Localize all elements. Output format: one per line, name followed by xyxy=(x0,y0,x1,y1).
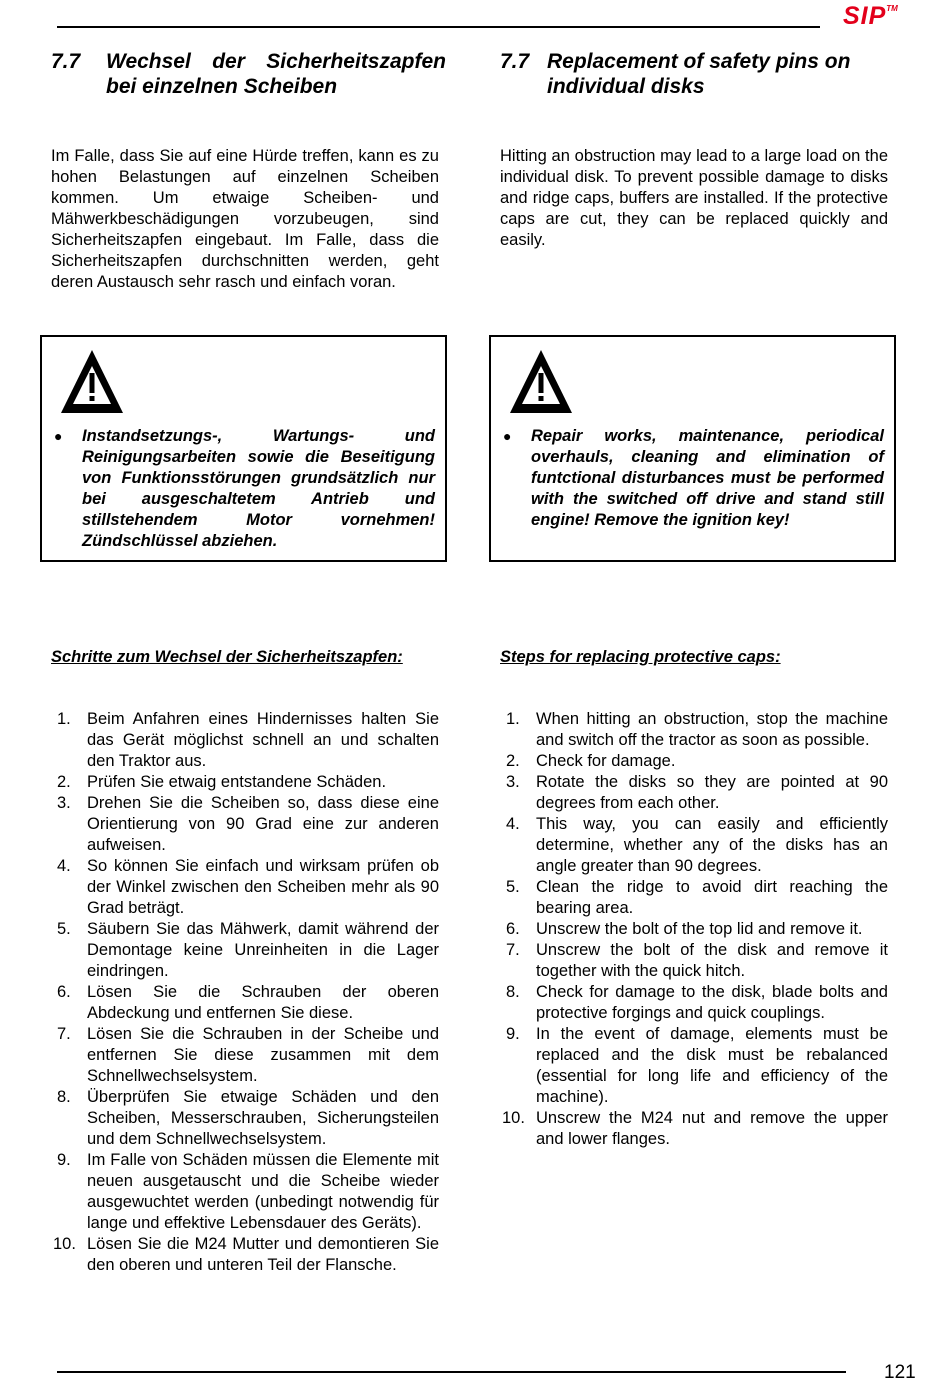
step-text: Unscrew the bolt of the top lid and remove it. xyxy=(536,920,863,938)
step-number: 4. xyxy=(57,857,71,875)
step-number: 1. xyxy=(506,710,520,728)
step-item xyxy=(500,751,888,772)
warning-text: Repair works, maintenance, periodical overhauls, cleaning and elimination of funtctional disturbances must be performed with the switched off drive and stand still engine! Remove the ignition key! xyxy=(531,427,884,529)
step-number: 3. xyxy=(506,773,520,791)
intro-paragraph: Im Falle, dass Sie auf eine Hürde treffen, kann es zu hohen Belastungen auf einzelnen Scheiben kommen. Um etwaige Scheiben- und Mähwerkbeschädigungen vorzubeugen, sind Sicherheitszapfen eingebaut. Im Falle, dass die Sicherheitszapfen durchschnitten werden, geht deren Austausch sehr rasch und einfach voran. xyxy=(51,147,439,291)
step-text: Check for damage. xyxy=(536,752,676,770)
warning-box xyxy=(489,335,896,562)
step-number: 2. xyxy=(506,752,520,770)
header-rule xyxy=(57,26,820,28)
step-number: 6. xyxy=(506,920,520,938)
step-item xyxy=(51,772,439,793)
step-text: When hitting an obstruction, stop the machine and switch off the tractor as soon as possible. xyxy=(536,710,888,749)
step-number: 2. xyxy=(57,773,71,791)
step-text: Check for damage to the disk, blade bolts and protective forgings and quick couplings. xyxy=(536,983,888,1022)
step-number: 3. xyxy=(57,794,71,812)
step-item xyxy=(51,1150,439,1234)
step-number: 4. xyxy=(506,815,520,833)
step-number: 8. xyxy=(506,983,520,1001)
step-text: So können Sie einfach und wirksam prüfen ob der Winkel zwischen den Scheiben mehr als 90 Grad beträgt. xyxy=(87,857,439,917)
step-item xyxy=(51,982,439,1024)
bullet-icon: ● xyxy=(54,428,63,444)
warning-box xyxy=(40,335,447,562)
step-item xyxy=(500,1108,888,1150)
step-text: Clean the ridge to avoid dirt reaching the bearing area. xyxy=(536,878,888,917)
page-number: 121 xyxy=(884,1362,916,1383)
step-number: 5. xyxy=(57,920,71,938)
step-text: Unscrew the M24 nut and remove the upper and lower flanges. xyxy=(536,1109,888,1148)
section-number: 7.7 xyxy=(500,50,530,73)
steps-heading: Schritte zum Wechsel der Sicherheitszapfen: xyxy=(51,648,403,666)
footer-rule xyxy=(57,1371,846,1373)
step-item xyxy=(500,877,888,919)
step-number: 8. xyxy=(57,1088,71,1106)
step-item xyxy=(500,940,888,982)
step-item xyxy=(51,856,439,919)
step-text: This way, you can easily and efficiently determine, whether any of the disks has an angle greater than 90 degrees. xyxy=(536,815,888,875)
step-number: 1. xyxy=(57,710,71,728)
intro-paragraph: Hitting an obstruction may lead to a large load on the individual disk. To prevent possible damage to disks and ridge caps, buffers are installed. If the protective caps are cut, they can be replaced quickly and easily. xyxy=(500,147,888,249)
step-text: Unscrew the bolt of the disk and remove it together with the quick hitch. xyxy=(536,941,888,980)
step-item xyxy=(51,709,439,772)
step-item xyxy=(51,1024,439,1087)
step-text: Drehen Sie die Scheiben so, dass diese eine Orientierung von 90 Grad eine zur anderen aufweisen. xyxy=(87,794,439,854)
warning-text: Instandsetzungs-, Wartungs- und Reinigungsarbeiten sowie die Beseitigung von Funktionsstörungen grundsätzlich nur bei ausgeschaltetem Antrieb und stillstehendem Motor vornehmen! Zündschlüssel abziehen. xyxy=(82,427,435,550)
step-text: Lösen Sie die Schrauben in der Scheibe und entfernen Sie diese zusammen mit dem Schnellwechselsystem. xyxy=(87,1025,439,1085)
step-number: 9. xyxy=(506,1025,520,1043)
section-number: 7.7 xyxy=(51,50,81,73)
step-number: 10. xyxy=(502,1109,525,1127)
step-item xyxy=(500,982,888,1024)
step-item xyxy=(51,793,439,856)
steps-list xyxy=(51,709,439,1276)
bullet-icon: ● xyxy=(503,428,512,444)
step-item xyxy=(500,1024,888,1108)
step-text: Säubern Sie das Mähwerk, damit während der Demontage keine Unreinheiten in die Lager eindringen. xyxy=(87,920,439,980)
steps-list xyxy=(500,709,888,1150)
step-item xyxy=(500,772,888,814)
step-item xyxy=(51,1087,439,1150)
step-item xyxy=(51,1234,439,1276)
step-number: 9. xyxy=(57,1151,71,1169)
step-item xyxy=(500,919,888,940)
steps-heading: Steps for replacing protective caps: xyxy=(500,648,781,666)
section-title: Replacement of safety pins on individual disks xyxy=(547,50,851,98)
step-text: Rotate the disks so they are pointed at 90 degrees from each other. xyxy=(536,773,888,812)
step-number: 6. xyxy=(57,983,71,1001)
warning-triangle-icon xyxy=(59,347,125,415)
step-item xyxy=(51,919,439,982)
step-number: 7. xyxy=(506,941,520,959)
section-title: Wechsel der Sicherheitszapfen bei einzelnen Scheiben xyxy=(106,50,446,98)
step-number: 10. xyxy=(53,1235,76,1253)
step-text: In the event of damage, elements must be replaced and the disk must be rebalanced (essential for long life and efficiency of the machine). xyxy=(536,1025,888,1106)
step-item xyxy=(500,709,888,751)
step-text: Beim Anfahren eines Hindernisses halten Sie das Gerät möglichst schnell an und schalten den Traktor aus. xyxy=(87,710,439,770)
step-text: Im Falle von Schäden müssen die Elemente mit neuen ausgetauscht und die Scheibe wieder ausgewuchtet werden (unbedingt notwendig für lange und effektive Lebensdauer des Geräts). xyxy=(87,1151,439,1232)
step-text: Lösen Sie die Schrauben der oberen Abdeckung und entfernen Sie diese. xyxy=(87,983,439,1022)
sip-logo: SIP™ xyxy=(843,2,898,30)
step-number: 7. xyxy=(57,1025,71,1043)
warning-triangle-icon xyxy=(508,347,574,415)
step-number: 5. xyxy=(506,878,520,896)
step-item xyxy=(500,814,888,877)
step-text: Prüfen Sie etwaig entstandene Schäden. xyxy=(87,773,387,791)
step-text: Überprüfen Sie etwaige Schäden und den Scheiben, Messerschrauben, Sicherungsteilen und dem Schnellwechselsystem. xyxy=(87,1088,439,1148)
step-text: Lösen Sie die M24 Mutter und demontieren Sie den oberen und unteren Teil der Flansche. xyxy=(87,1235,439,1274)
